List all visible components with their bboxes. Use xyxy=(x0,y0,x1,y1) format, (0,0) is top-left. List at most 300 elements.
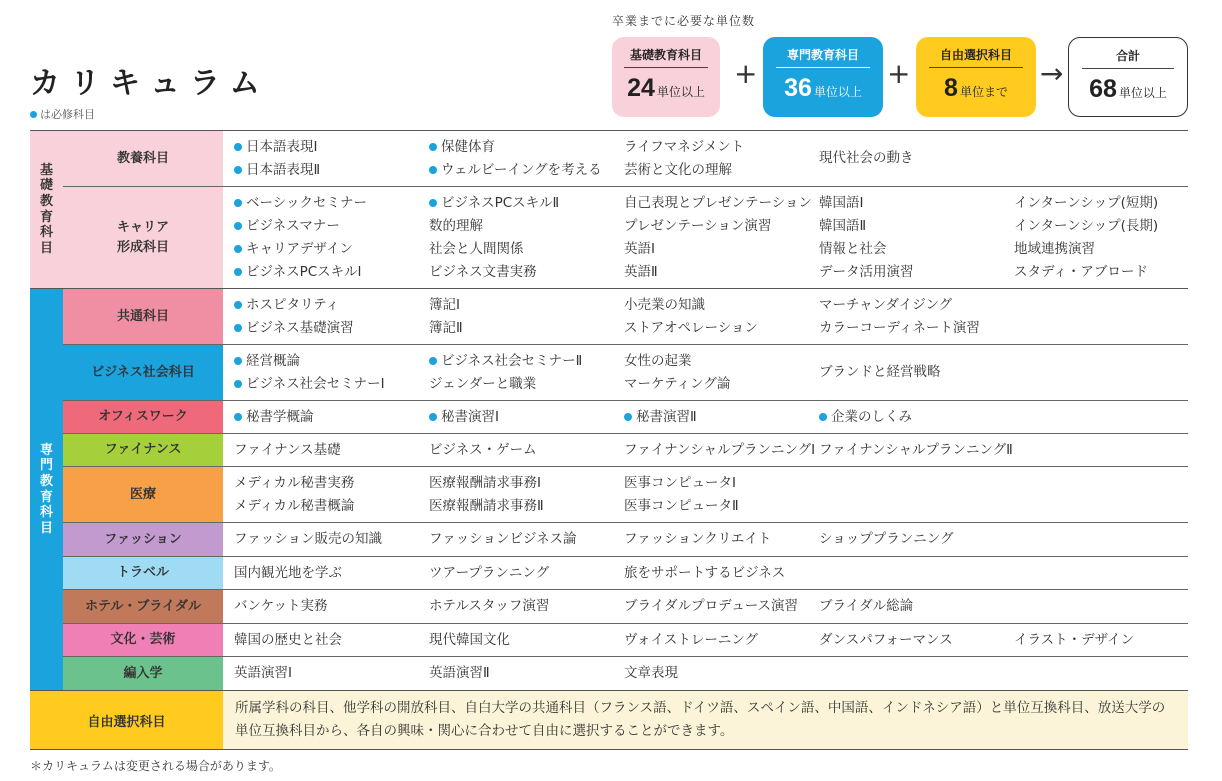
course-column xyxy=(223,191,418,284)
course-column xyxy=(808,661,1003,686)
footnote: ＊カリキュラムは変更される場合があります。 xyxy=(30,759,281,773)
category-row xyxy=(63,187,1188,288)
course-column xyxy=(1003,661,1183,686)
category-label: 教養科目 xyxy=(63,131,223,186)
category-row xyxy=(63,590,1188,624)
required-dot-icon xyxy=(234,380,242,388)
course-item xyxy=(624,317,808,340)
course-column xyxy=(418,628,613,652)
course-item xyxy=(429,136,613,159)
course-name: ビジネス社会セミナーⅡ xyxy=(441,352,583,369)
course-name: 韓国語Ⅰ xyxy=(819,194,864,211)
course-name: 韓国の歴史と社会 xyxy=(234,631,342,648)
course-column xyxy=(418,527,613,552)
course-item xyxy=(624,136,808,159)
required-dot-icon xyxy=(30,111,37,118)
course-column xyxy=(1003,405,1183,429)
course-name: 小売業の知識 xyxy=(624,296,705,313)
course-item xyxy=(429,562,613,585)
course-column xyxy=(808,471,1003,518)
course-item xyxy=(429,595,613,618)
course-name: ファイナンシャルプランニングⅠ xyxy=(624,441,816,458)
required-dot-icon xyxy=(234,199,242,207)
course-item xyxy=(1014,238,1183,261)
course-name: ファイナンシャルプランニングⅡ xyxy=(819,441,1013,458)
course-column xyxy=(418,438,613,462)
required-dot-icon xyxy=(234,357,242,365)
course-name: バンケット実務 xyxy=(234,598,328,614)
course-item xyxy=(429,373,613,396)
course-cells xyxy=(223,657,1188,690)
course-column xyxy=(613,527,808,552)
course-column xyxy=(418,471,613,518)
course-column xyxy=(613,471,808,518)
course-column xyxy=(613,135,808,182)
course-column xyxy=(1003,471,1183,518)
course-name: 英語Ⅰ xyxy=(624,240,655,257)
course-column xyxy=(613,405,808,429)
course-name: ビジネス・ゲーム xyxy=(429,441,537,458)
course-name: 医療報酬請求事務Ⅰ xyxy=(429,474,541,491)
course-column xyxy=(223,405,418,429)
course-column xyxy=(418,191,613,284)
required-dot-icon xyxy=(234,222,242,230)
course-item xyxy=(429,472,613,495)
category-label: オフィスワーク xyxy=(63,401,223,433)
course-column xyxy=(418,405,613,429)
course-item xyxy=(624,261,808,284)
course-cells xyxy=(223,131,1188,186)
course-column xyxy=(1003,191,1183,284)
course-name: ホスピタリティ xyxy=(246,296,340,313)
course-cells xyxy=(223,467,1188,522)
course-column xyxy=(808,628,1003,652)
course-column xyxy=(418,561,613,585)
divider xyxy=(1082,68,1174,69)
unit-number: 36 xyxy=(784,74,812,102)
course-name: スタディ・アブロード xyxy=(1014,263,1148,280)
course-name: ビジネスマナー xyxy=(246,217,340,234)
unit-box-total xyxy=(1068,37,1188,117)
course-item xyxy=(234,595,418,618)
course-item xyxy=(234,294,418,317)
course-column xyxy=(1003,527,1183,552)
category-row xyxy=(63,434,1188,467)
course-item xyxy=(234,136,418,159)
category-row xyxy=(63,557,1188,590)
course-item xyxy=(624,439,816,462)
course-item xyxy=(819,406,1003,429)
course-item xyxy=(819,147,1003,170)
units-caption: 卒業までに必要な単位数 xyxy=(612,14,756,28)
course-item xyxy=(819,528,1003,551)
required-dot-icon xyxy=(234,268,242,276)
course-item xyxy=(429,294,613,317)
category-label: 文化・芸術 xyxy=(63,624,223,656)
page-title: カリキュラム xyxy=(30,66,270,101)
required-dot-icon xyxy=(234,324,242,332)
course-cells xyxy=(223,557,1188,589)
course-name: マーケティング論 xyxy=(624,375,731,392)
course-column xyxy=(613,349,808,396)
divider xyxy=(776,67,870,68)
unit-box-senmon xyxy=(763,37,883,117)
course-name: カラーコーディネート演習 xyxy=(819,319,980,336)
course-name: ウェルビーイングを考える xyxy=(441,161,602,178)
course-item xyxy=(234,662,418,685)
required-dot-icon xyxy=(429,199,437,207)
course-item xyxy=(234,562,418,585)
course-item xyxy=(429,350,613,373)
course-name: 国内観光地を学ぶ xyxy=(234,564,342,581)
course-name: ファッション販売の知識 xyxy=(234,531,382,547)
course-item xyxy=(429,159,613,182)
course-column xyxy=(808,349,1003,396)
course-item xyxy=(624,294,808,317)
course-cells xyxy=(223,523,1188,556)
section-label-text: 専門教育科目 xyxy=(39,442,53,536)
course-column xyxy=(1003,135,1183,182)
section-rows xyxy=(63,289,1188,690)
course-name: ファッションビジネス論 xyxy=(429,531,577,547)
course-item xyxy=(819,215,1003,238)
unit-suffix: 単位まで xyxy=(959,85,1008,99)
course-name: インターンシップ(短期) xyxy=(1014,194,1159,211)
course-name: 英語演習Ⅰ xyxy=(234,665,292,681)
unit-box-title: 合計 xyxy=(1115,49,1140,63)
category-label: 編入学 xyxy=(63,657,223,690)
plus-icon: + xyxy=(887,57,911,90)
course-cells xyxy=(223,187,1188,288)
course-name: 現代社会の動き xyxy=(819,150,914,166)
course-column xyxy=(223,349,418,396)
course-name: 地域連携演習 xyxy=(1014,240,1095,257)
course-item xyxy=(624,662,808,685)
course-item xyxy=(234,317,418,340)
course-name: ジェンダーと職業 xyxy=(429,375,537,392)
course-column xyxy=(808,293,1003,340)
course-name: 秘書演習Ⅰ xyxy=(441,408,499,425)
course-cells xyxy=(223,624,1188,656)
course-item xyxy=(624,159,808,182)
required-dot-icon xyxy=(429,143,437,151)
section-block xyxy=(30,289,1188,691)
course-column xyxy=(1003,594,1183,619)
course-column xyxy=(223,293,418,340)
course-name: 簿記Ⅰ xyxy=(429,296,460,313)
course-item xyxy=(624,238,808,261)
course-column xyxy=(1003,628,1183,652)
course-name: 数的理解 xyxy=(429,217,483,234)
course-name: ファイナンス基礎 xyxy=(234,441,341,458)
course-name: 簿記Ⅱ xyxy=(429,319,463,336)
course-item xyxy=(234,528,418,551)
course-item xyxy=(429,528,613,551)
course-item xyxy=(819,294,1003,317)
arrow-right-icon: → xyxy=(1040,57,1064,90)
course-column xyxy=(613,293,808,340)
unit-box-kiso xyxy=(612,37,720,117)
course-item xyxy=(429,215,613,238)
category-row xyxy=(63,624,1188,657)
course-name: 自己表現とプレゼンテーション xyxy=(624,194,812,211)
course-item xyxy=(819,595,1003,618)
course-item xyxy=(624,215,808,238)
unit-box-title: 基礎教育科目 xyxy=(629,48,702,62)
course-item xyxy=(624,373,808,396)
course-name: ビジネス社会セミナーⅠ xyxy=(246,375,385,392)
course-cells xyxy=(223,590,1188,623)
unit-box-title: 自由選択科目 xyxy=(939,48,1012,62)
course-item xyxy=(234,159,418,182)
section-label xyxy=(30,289,63,690)
course-item xyxy=(234,238,418,261)
course-column xyxy=(1003,438,1183,462)
course-name: ブライダル総論 xyxy=(819,598,914,614)
course-column xyxy=(1003,349,1183,396)
course-item xyxy=(234,350,418,373)
section-block xyxy=(30,130,1188,289)
course-item xyxy=(819,361,1003,384)
course-column xyxy=(223,628,418,652)
course-item xyxy=(429,629,613,652)
course-column xyxy=(418,594,613,619)
category-label: トラベル xyxy=(63,557,223,589)
course-name: プレゼンテーション演習 xyxy=(624,217,772,234)
course-column xyxy=(808,438,1013,462)
unit-number: 8 xyxy=(944,74,958,102)
category-label: ホテル・ブライダル xyxy=(63,590,223,623)
course-item xyxy=(234,406,418,429)
course-item xyxy=(429,495,613,518)
course-item xyxy=(624,472,808,495)
course-item xyxy=(819,261,1003,284)
course-name: インターンシップ(長期) xyxy=(1014,217,1159,234)
course-name: データ活用演習 xyxy=(819,263,914,280)
course-cells xyxy=(223,289,1188,344)
course-name: 医療報酬請求事務Ⅱ xyxy=(429,497,544,514)
course-name: ホテルスタッフ演習 xyxy=(429,598,550,614)
course-item xyxy=(429,662,613,685)
course-name: 文章表現 xyxy=(624,665,678,681)
section-rows xyxy=(63,131,1188,288)
course-item xyxy=(819,317,1003,340)
course-column xyxy=(223,561,418,585)
course-column xyxy=(613,594,808,619)
category-label: ファッション xyxy=(63,523,223,556)
course-name: ダンスパフォーマンス xyxy=(819,631,953,648)
category-label: 医療 xyxy=(63,467,223,522)
course-column xyxy=(223,661,418,686)
course-name: 英語演習Ⅱ xyxy=(429,665,490,681)
course-name: メディカル秘書実務 xyxy=(234,474,355,491)
required-dot-icon xyxy=(234,301,242,309)
course-item xyxy=(1014,261,1183,284)
course-name: マーチャンダイジング xyxy=(819,296,953,313)
course-name: 旅をサポートするビジネス xyxy=(624,564,786,581)
course-item xyxy=(429,406,613,429)
course-name: 医事コンピュータⅡ xyxy=(624,497,739,514)
course-column xyxy=(808,561,1003,585)
free-elective-label: 自由選択科目 xyxy=(30,691,223,749)
course-name: キャリアデザイン xyxy=(246,240,354,257)
course-item xyxy=(624,495,808,518)
course-name: ビジネス基礎演習 xyxy=(246,319,354,336)
course-name: 秘書演習Ⅱ xyxy=(636,408,697,425)
course-item xyxy=(429,317,613,340)
course-item xyxy=(819,629,1003,652)
course-name: ビジネスPCスキルⅡ xyxy=(441,194,560,211)
course-name: ライフマネジメント xyxy=(624,138,745,155)
free-elective-row xyxy=(30,691,1188,750)
course-cells xyxy=(223,401,1188,433)
course-column xyxy=(223,471,418,518)
category-row xyxy=(63,401,1188,434)
course-name: 芸術と文化の理解 xyxy=(624,161,732,178)
course-name: ファッションクリエイト xyxy=(624,531,772,547)
course-item xyxy=(234,261,418,284)
course-name: ブライダルプロデュース演習 xyxy=(624,598,799,614)
course-column xyxy=(1003,293,1183,340)
category-row xyxy=(63,523,1188,557)
category-row xyxy=(63,467,1188,523)
course-item xyxy=(429,238,613,261)
course-name: ブランドと経営戦略 xyxy=(819,364,941,380)
course-name: 企業のしくみ xyxy=(831,408,912,425)
course-name: 英語Ⅱ xyxy=(624,263,658,280)
unit-box-title: 専門教育科目 xyxy=(786,48,859,62)
course-column xyxy=(808,191,1003,284)
course-name: 秘書学概論 xyxy=(246,408,314,425)
course-item xyxy=(234,192,418,215)
course-item xyxy=(234,373,418,396)
course-name: 情報と社会 xyxy=(819,240,887,257)
required-dot-icon xyxy=(624,413,632,421)
course-column xyxy=(613,628,808,652)
course-column xyxy=(418,293,613,340)
curriculum-table xyxy=(30,130,1188,750)
course-item xyxy=(1014,192,1183,215)
course-name: 女性の起業 xyxy=(624,352,692,369)
course-name: 日本語表現Ⅱ xyxy=(246,161,321,178)
course-column xyxy=(418,661,613,686)
divider xyxy=(624,67,708,68)
course-name: ヴォイストレーニング xyxy=(624,631,759,648)
course-item xyxy=(819,192,1003,215)
course-item xyxy=(429,439,613,462)
course-item xyxy=(624,595,808,618)
course-item xyxy=(429,192,613,215)
required-dot-icon xyxy=(429,413,437,421)
category-label: ファイナンス xyxy=(63,434,223,466)
section-label-text: 基礎教育科目 xyxy=(39,162,53,256)
required-dot-icon xyxy=(819,413,827,421)
course-name: メディカル秘書概論 xyxy=(234,497,355,514)
course-name: ビジネスPCスキルⅠ xyxy=(246,263,362,280)
course-name: ストアオペレーション xyxy=(624,319,758,336)
course-name: 韓国語Ⅱ xyxy=(819,217,867,234)
course-name: 保健体育 xyxy=(441,138,495,155)
course-column xyxy=(613,561,808,585)
course-name: 医事コンピュータⅠ xyxy=(624,474,736,491)
course-column xyxy=(223,438,418,462)
course-column xyxy=(1003,561,1183,585)
course-column xyxy=(418,135,613,182)
category-row xyxy=(63,131,1188,187)
course-column xyxy=(613,191,812,284)
course-name: ベーシックセミナー xyxy=(246,194,367,211)
category-row xyxy=(63,657,1188,690)
course-item xyxy=(1014,215,1183,238)
course-column xyxy=(223,527,418,552)
legend-text: は必修科目 xyxy=(40,108,95,121)
course-item xyxy=(624,406,808,429)
course-item xyxy=(819,238,1003,261)
course-item xyxy=(624,629,808,652)
course-item xyxy=(234,215,418,238)
section-label xyxy=(30,131,63,288)
course-column xyxy=(808,527,1003,552)
required-dot-icon xyxy=(429,166,437,174)
plus-icon: + xyxy=(734,57,758,90)
course-name: 経営概論 xyxy=(246,352,300,369)
required-dot-icon xyxy=(234,413,242,421)
category-row xyxy=(63,345,1188,401)
course-item xyxy=(624,350,808,373)
unit-number: 68 xyxy=(1089,75,1117,103)
course-item xyxy=(234,439,418,462)
unit-suffix: 単位以上 xyxy=(813,85,862,99)
unit-number: 24 xyxy=(627,74,655,102)
course-column xyxy=(613,438,816,462)
required-dot-icon xyxy=(234,245,242,253)
unit-suffix: 単位以上 xyxy=(656,85,705,99)
required-dot-icon xyxy=(234,143,242,151)
course-column xyxy=(808,135,1003,182)
course-item xyxy=(624,528,808,551)
course-item xyxy=(234,472,418,495)
course-name: ツアープランニング xyxy=(429,564,550,581)
course-cells xyxy=(223,434,1188,466)
course-item xyxy=(1014,629,1183,652)
course-column xyxy=(613,661,808,686)
unit-suffix: 単位以上 xyxy=(1118,86,1167,100)
course-column xyxy=(808,594,1003,619)
required-legend xyxy=(30,106,95,122)
course-item xyxy=(234,495,418,518)
course-column xyxy=(418,349,613,396)
course-name: ビジネス文書実務 xyxy=(429,263,537,280)
course-item xyxy=(624,562,808,585)
course-cells xyxy=(223,345,1188,400)
course-name: 社会と人間関係 xyxy=(429,240,524,257)
course-name: イラスト・デザイン xyxy=(1014,631,1135,648)
divider xyxy=(929,67,1023,68)
course-name: 現代韓国文化 xyxy=(429,631,510,648)
free-elective-text: 所属学科の科目、他学科の開放科目、自白大学の共通科目（フランス語、ドイツ語、スペイン語、中国語、インドネシア語）と単位互換科目、放送大学の単位互換科目から、各自の興味・関心に合わせて自由に選択することができます。 xyxy=(223,691,1188,749)
category-label: ビジネス社会科目 xyxy=(63,345,223,400)
course-column xyxy=(808,405,1003,429)
category-label: キャリア 形成科目 xyxy=(63,187,223,288)
unit-box-jiyu xyxy=(916,37,1036,117)
course-name: 日本語表現Ⅰ xyxy=(246,138,318,155)
course-item xyxy=(234,629,418,652)
course-column xyxy=(223,135,418,182)
category-row xyxy=(63,289,1188,345)
course-item xyxy=(429,261,613,284)
required-dot-icon xyxy=(234,166,242,174)
course-name: ショッププランニング xyxy=(819,531,954,547)
